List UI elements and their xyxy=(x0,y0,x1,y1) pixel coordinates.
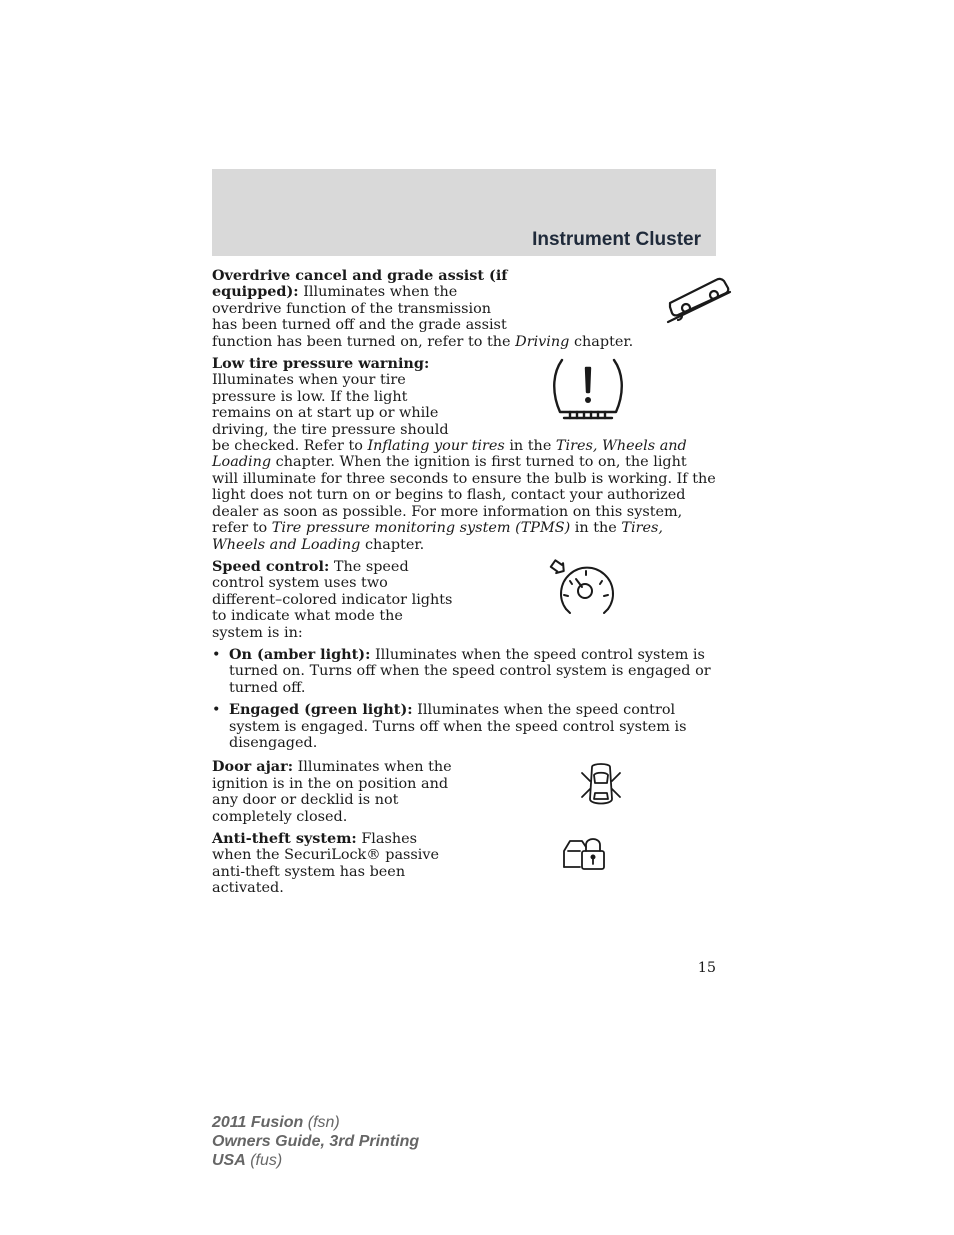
bullet-label: On (amber light): xyxy=(229,645,371,663)
footer-guide: Owners Guide, 3rd Printing xyxy=(212,1133,420,1150)
overdrive-body-2: chapter. xyxy=(569,333,634,350)
tire-pressure-icon xyxy=(456,356,716,438)
list-item xyxy=(212,647,716,696)
tire-ref-2: Tires, Wheels and Loading xyxy=(212,438,687,471)
bullet-text: Illuminates when the speed control system is turned on. Turns off when the speed control system is engaged or turned off. xyxy=(229,646,711,696)
section-speed-control xyxy=(212,559,716,641)
footer-model-code: (fsn) xyxy=(303,1114,340,1131)
door-ajar-icon xyxy=(464,759,716,815)
footer-model: 2011 Fusion xyxy=(212,1114,304,1131)
footer-region: USA xyxy=(212,1152,246,1169)
tire-ref-1: Inflating your tires xyxy=(367,438,505,455)
tire-body-2: in the xyxy=(504,438,556,455)
overdrive-grade-assist-icon xyxy=(520,268,716,332)
tire-ref-3: Tire pressure monitoring system (TPMS) xyxy=(271,520,571,537)
page-title: Instrument Cluster xyxy=(532,229,701,250)
header-band xyxy=(212,169,716,256)
overdrive-body-1: Illuminates when the overdrive function of the transmission has been turned off and the grade assist function has been turned on, refer to the xyxy=(212,284,516,350)
tire-body-5: chapter. xyxy=(360,536,425,553)
antitheft-body: Flashes when the SecuriLock® passive anti-theft system has been activated. xyxy=(212,831,440,897)
page-number: 15 xyxy=(697,960,716,976)
section-tire-pressure xyxy=(212,356,716,553)
section-overdrive xyxy=(212,268,716,350)
section-anti-theft xyxy=(212,831,716,897)
page-content xyxy=(212,268,716,903)
section-door-ajar xyxy=(212,759,716,825)
overdrive-heading: Overdrive cancel and grade assist (if equipped): xyxy=(212,267,508,301)
tire-body-4: in the xyxy=(570,520,622,537)
bullet-text: Illuminates when the speed control system is engaged. Turns off when the speed control system is disengaged. xyxy=(229,702,687,751)
anti-theft-icon xyxy=(456,831,716,879)
door-heading: Door ajar: xyxy=(212,758,294,776)
bullet-glyph: • xyxy=(212,646,221,663)
speed-body: The speed control system uses two different–colored indicator lights to indicate what mode the system is in: xyxy=(212,558,453,641)
tire-body-1: Illuminates when your tire pressure is low. If the light remains on at start up or while driving, the tire pressure should be checked. Refer to xyxy=(212,372,449,455)
tire-heading: Low tire pressure warning: xyxy=(212,355,430,373)
bullet-label: Engaged (green light): xyxy=(229,701,413,719)
speed-mode-list xyxy=(212,647,716,751)
tire-ref-4: Tires, Wheels and Loading xyxy=(212,520,663,553)
tire-body-3: chapter. When the ignition is first turned to on, the light will illuminate for three seconds to ensure the bulb is working. If the light does not turn on or begins to flash, contact your authorized dealer as soon as possible. For more information on this system, refer to xyxy=(212,454,716,537)
speed-heading: Speed control: xyxy=(212,557,330,575)
door-body: Illuminates when the ignition is in the on position and any door or decklid is not completely closed. xyxy=(212,759,452,825)
list-item xyxy=(212,702,716,751)
antitheft-heading: Anti-theft system: xyxy=(212,830,357,847)
bullet-glyph: • xyxy=(212,702,221,719)
overdrive-ref: Driving xyxy=(515,333,570,350)
footer xyxy=(212,1113,419,1170)
speed-control-icon xyxy=(456,559,716,623)
footer-region-code: (fus) xyxy=(245,1152,283,1169)
